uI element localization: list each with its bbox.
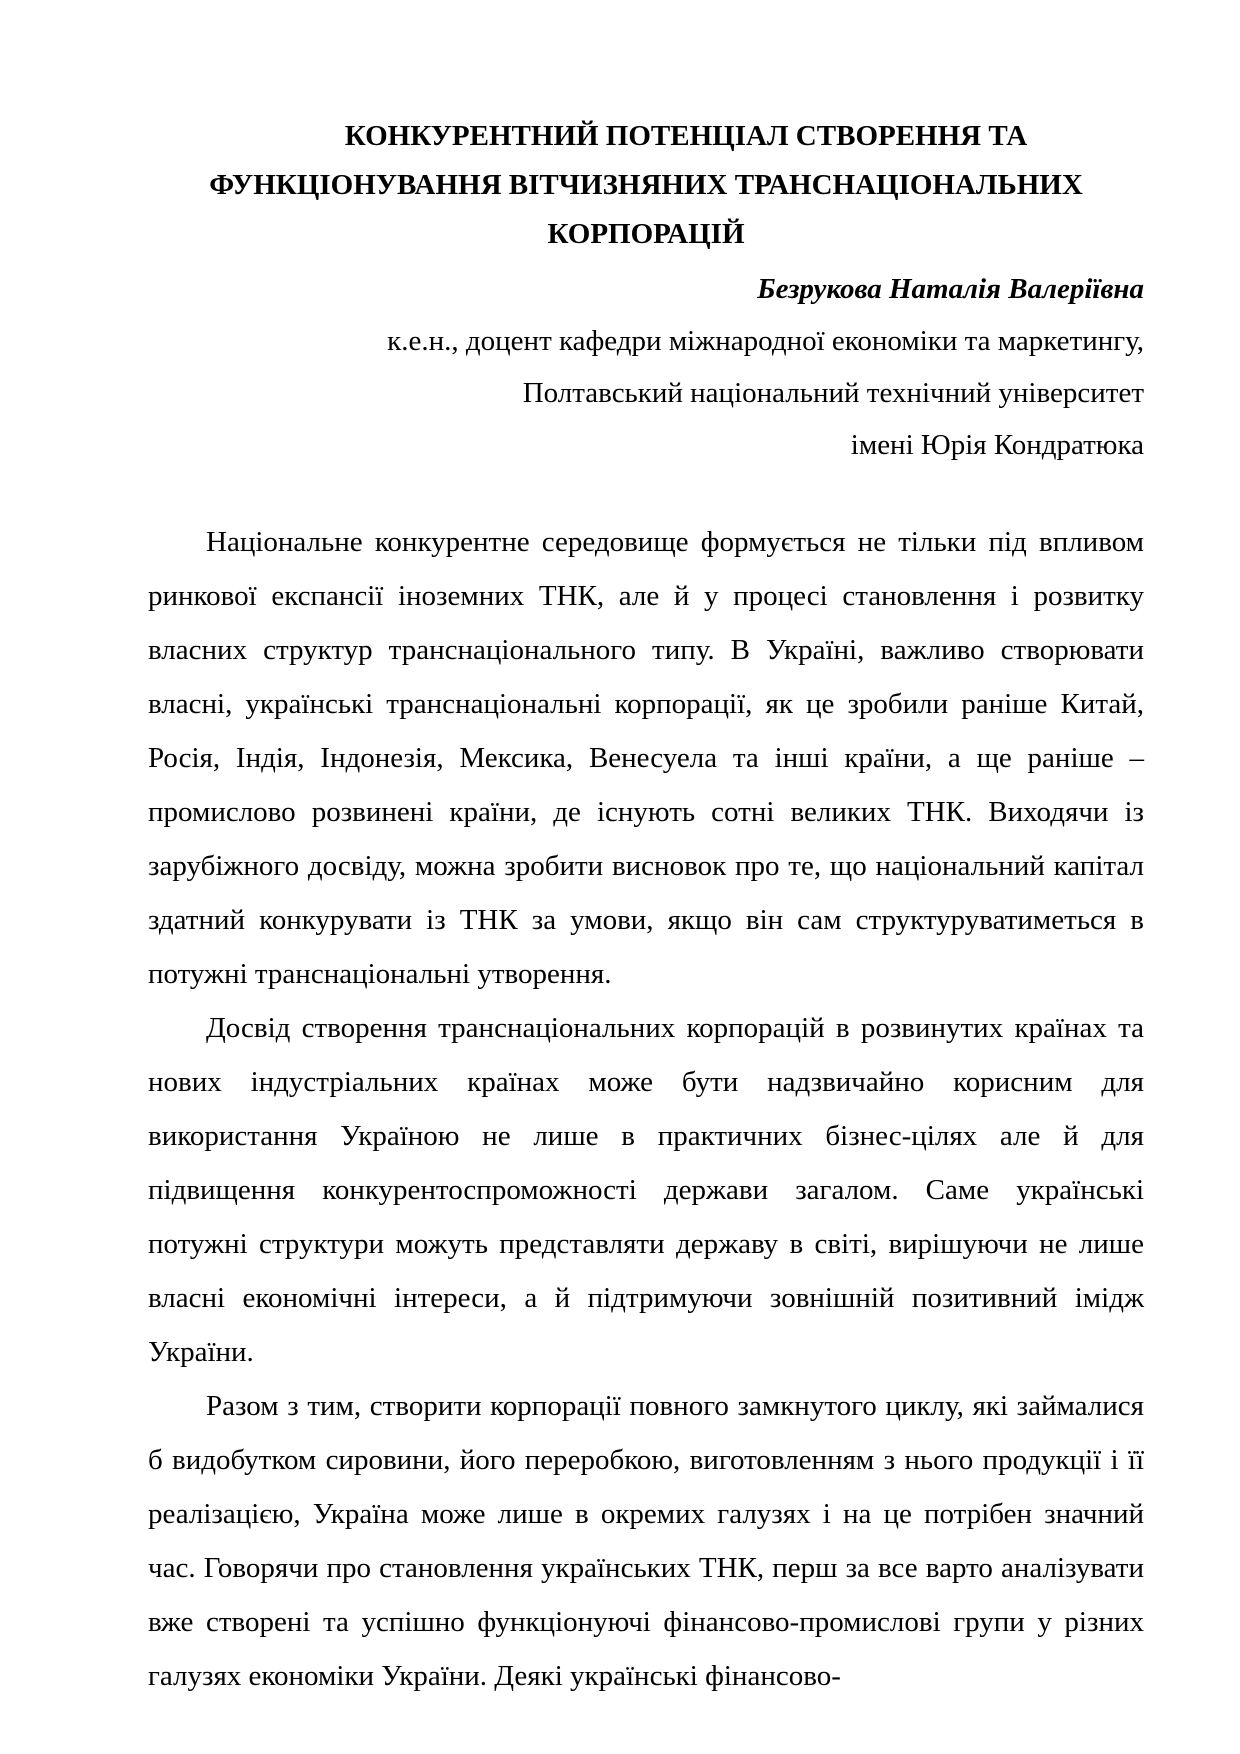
paragraph-1: Національне конкурентне середовище формується не тільки під впливом ринкової експансії іноземних ТНК, але й у процесі становлення і розвитку власних структур транснаціонального типу. В Україні, важливо створювати власні, українські транснаціональні корпорації, як це зробили раніше Китай, Росія, Індія, Індонезія, Мексика, Венесуела та інші країни, а ще раніше – промислово розвинені країни, де існують сотні великих ТНК. Виходячи із зарубіжного досвіду, можна зробити висновок про те, що національний капітал здатний конкурувати із ТНК за умови, якщо він сам структуруватиметься в потужні транснаціональні утворення. [148,526,1144,990]
paragraph-3: Разом з тим, створити корпорації повного замкнутого циклу, які займалися б видобутком сировини, його переробкою, виготовленням з нього продукції і її реалізацією, Україна може лише в окремих галузях і на це потрібен значний час. Говорячи про становлення українських ТНК, перш за все варто аналізувати вже створені та успішно функціонуючі фінансово-промислові групи у різних галузях економіки України. Деякі українські фінансово- [148,1390,1144,1692]
affiliation-position: к.е.н., доцент кафедри міжнародної економіки та маркетингу, [387,325,1144,357]
page-content [148,112,1144,1703]
affiliation-university: Полтавський національний технічний університет [522,377,1144,409]
author-name: Безрукова Наталія Валеріївна [757,273,1144,305]
article-body [148,515,1144,1703]
title-line-1: КОНКУРЕНТНИЙ ПОТЕНЦІАЛ СТВОРЕННЯ ТА [344,120,1028,152]
paragraph-2: Досвід створення транснаціональних корпорацій в розвинутих країнах та нових індустріальних країнах може бути надзвичайно корисним для використання Україною не лише в практичних бізнес-цілях але й для підвищення конкурентоспроможності держави загалом. Саме українські потужні структури можуть представляти державу в світі, вирішуючи не лише власні економічні інтереси, а й підтримуючи зовнішній позитивний імідж України. [148,1012,1144,1368]
title-line-3: КОРПОРАЦІЙ [547,218,745,250]
affiliation-university-name: імені Юрія Кондратюка [850,429,1144,461]
title-line-2: ФУНКЦІОНУВАННЯ ВІТЧИЗНЯНИХ ТРАНСНАЦІОНАЛЬНИХ [209,169,1083,201]
article-title [148,112,1144,259]
author-block [148,263,1144,471]
